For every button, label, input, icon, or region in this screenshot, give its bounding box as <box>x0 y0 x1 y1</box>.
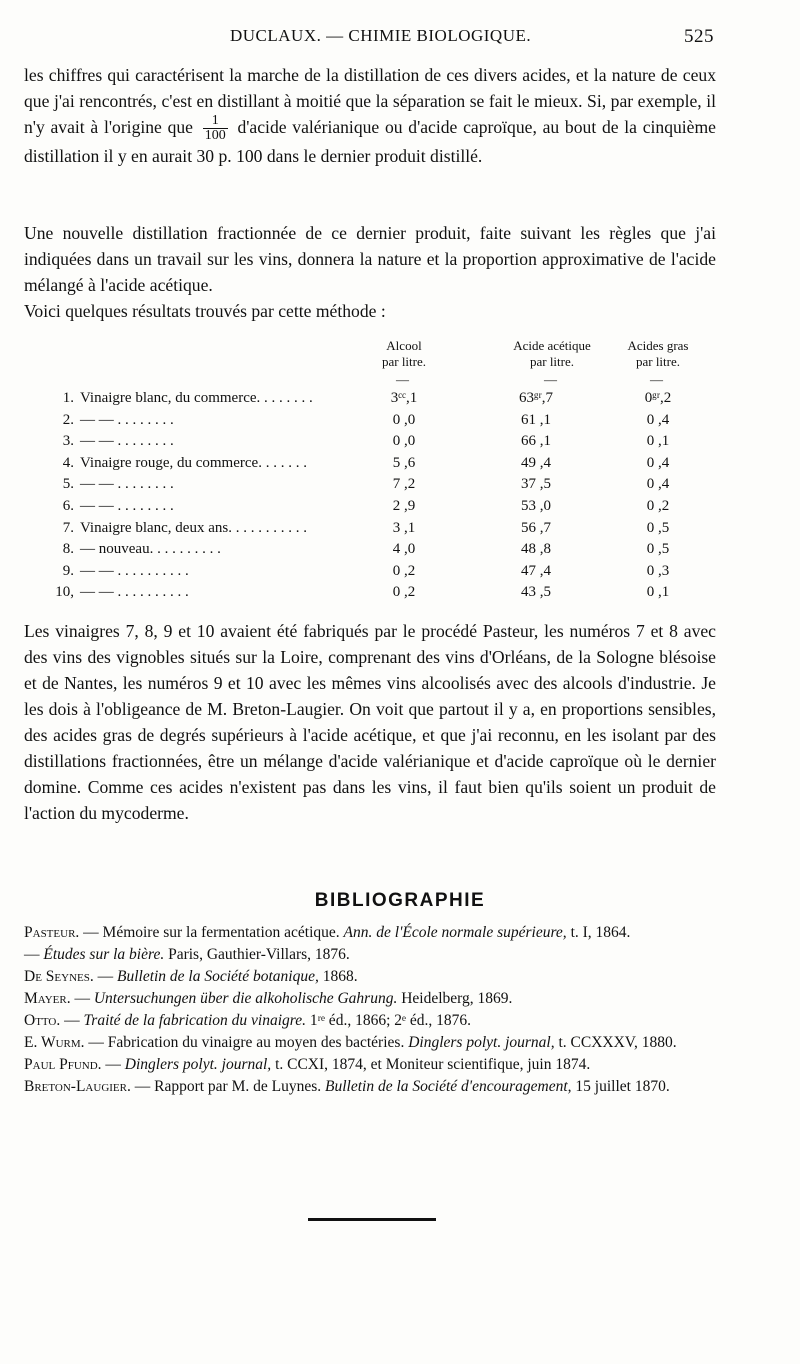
row-number: 6. <box>62 497 74 514</box>
cell-acide-acetique: 47 ,4 <box>521 562 551 579</box>
header-line: Acide acétique <box>513 338 591 353</box>
cell-acide-acetique: 43 ,5 <box>521 584 551 601</box>
bib-title: Études sur la bière. <box>43 946 165 963</box>
header-line: par litre. <box>529 354 575 369</box>
bib-text: — Fabrication du vinaigre au moyen des bactéries. <box>84 1034 409 1051</box>
row-label: Vinaigre blanc, deux ans. . . . . . . . . . . <box>80 519 307 536</box>
header-line: par litre. <box>635 354 681 369</box>
cell-acide-acetique: 61 ,1 <box>521 411 551 428</box>
bibliography-entry <box>24 1010 720 1032</box>
cell-alcool: 2 ,9 <box>392 497 416 514</box>
cell-alcool: 0 ,0 <box>392 411 416 428</box>
page-number: 525 <box>684 26 714 47</box>
cell-alcool: 0 ,0 <box>392 433 416 450</box>
column-header-acide-acetique <box>496 338 608 370</box>
bib-details: 15 juillet 1870. <box>571 1078 670 1095</box>
header-line: Acides gras <box>627 338 689 353</box>
cell-acides-gras: 0 ,4 <box>646 454 670 471</box>
table-row <box>24 563 724 585</box>
cell-acides-gras: 0 ,1 <box>646 433 670 450</box>
bib-text: — <box>101 1056 125 1073</box>
header-dash: — <box>544 372 557 387</box>
paragraph-results-intro: Voici quelques résultats trouvés par cette méthode : <box>24 301 386 321</box>
cell-acides-gras: 0 ,2 <box>646 497 670 514</box>
bibliography-entry <box>24 922 720 944</box>
bib-author: Breton-Laugier. <box>24 1078 131 1095</box>
bib-title: Ann. de l'École normale supérieure, <box>343 924 567 941</box>
bibliography-entry <box>24 944 720 966</box>
table-row <box>24 412 724 434</box>
paragraph-distillation <box>24 62 716 169</box>
end-rule <box>308 1218 436 1221</box>
cell-alcool: 7 ,2 <box>392 476 416 493</box>
row-label: — — . . . . . . . . . . <box>80 562 189 579</box>
table-row <box>24 520 724 542</box>
bib-author: Paul Pfund. <box>24 1056 102 1073</box>
bibliography-entry <box>24 1054 720 1076</box>
cell-acide-acetique: 56 ,7 <box>521 519 551 536</box>
bibliography-entry <box>24 1032 720 1054</box>
fraction-numerator: 1 <box>203 114 228 129</box>
cell-acides-gras: 0ᵍʳ,2 <box>644 390 672 406</box>
bib-details: Heidelberg, 1869. <box>397 990 513 1007</box>
table-row <box>24 584 724 606</box>
table-row <box>24 455 724 477</box>
row-number: 10, <box>55 584 74 601</box>
paragraph-new-distillation: Une nouvelle distillation fractionnée de ce dernier produit, faite suivant les règles que j'ai indiquées dans un travail sur les vins, donnera la nature et la proportion approximative de l'acide mélangé à l'acide acétique. <box>24 223 716 295</box>
cell-acide-acetique: 53 ,0 <box>521 497 551 514</box>
cell-acides-gras: 0 ,5 <box>646 519 670 536</box>
row-number: 2. <box>62 411 74 428</box>
cell-alcool: 4 ,0 <box>392 541 416 558</box>
bib-author: De Seynes. <box>24 968 94 985</box>
bib-title: Untersuchungen über die alkoholische Gahrung. <box>93 990 398 1007</box>
cell-acides-gras: 0 ,5 <box>646 541 670 558</box>
bib-title: Dinglers polyt. journal, <box>408 1034 555 1051</box>
header-dash: — <box>396 372 409 387</box>
paragraph-vinegar-origin: Les vinaigres 7, 8, 9 et 10 avaient été fabriqués par le procédé Pasteur, les numéros 7 et 8 avec des vins des vignobles situés sur la Loire, comprenant des vins d'Orléans, de la Sologne blésoise et de Nantes, les numéros 9 et 10 avec les mêmes vins alcoolisés avec des alcools d'industrie. Je les dois à l'obligeance de M. Breton-Laugier. On voit que partout il y a, en proportions sensibles, des acides gras de degrés supérieurs à l'acide acétique, et que j'ai reconnu, en les isolant par des distillations fractionnées, être un mélange d'acide valérianique et d'acide caproïque où le dernier domine. Comme ces acides n'existent pas dans les vins, il faut bien qu'ils soient un produit de l'action du mycoderme. <box>24 621 716 823</box>
row-number: 4. <box>62 454 74 471</box>
paragraph-text: les chiffres qui caractérisent la marche de la distillation de ces divers acides, et la nature de ceux que j'ai rencontrés, c'est en distillant à moitié que la séparation se fait le mieux. Si, par exemple, il n'y avait à l'origine que <box>24 65 716 137</box>
row-label: — — . . . . . . . . <box>80 433 174 450</box>
row-number: 1. <box>62 390 74 406</box>
bib-details: t. CCXXXV, 1880. <box>554 1034 677 1051</box>
cell-acide-acetique: 48 ,8 <box>521 541 551 558</box>
cell-alcool: 0 ,2 <box>392 584 416 601</box>
cell-acides-gras: 0 ,4 <box>646 411 670 428</box>
table-row <box>24 541 724 563</box>
bib-author: Mayer. <box>24 990 71 1007</box>
bib-text: — <box>24 946 44 963</box>
row-number: 3. <box>62 433 74 450</box>
row-number: 9. <box>62 562 74 579</box>
header-line: par litre. <box>381 354 427 369</box>
row-label: Vinaigre rouge, du commerce. . . . . . . <box>80 454 307 471</box>
bib-text: — <box>60 1012 84 1029</box>
bib-author: E. Wurm. <box>24 1034 85 1051</box>
table-row <box>24 390 724 412</box>
bib-title: Traité de la fabrication du vinaigre. <box>83 1012 306 1029</box>
bibliography-list <box>24 922 720 1098</box>
fraction <box>203 114 228 143</box>
fraction-denominator: 100 <box>204 128 226 144</box>
bib-author: Otto. <box>24 1012 61 1029</box>
cell-alcool: 3ᶜᶜ,1 <box>390 390 418 406</box>
bib-title: Bulletin de la Société botanique, <box>116 968 319 985</box>
bibliography-entry <box>24 1076 720 1098</box>
cell-acides-gras: 0 ,3 <box>646 562 670 579</box>
table-row <box>24 433 724 455</box>
bib-author: Pasteur. <box>24 924 80 941</box>
column-header-alcool <box>364 338 444 370</box>
row-label: — — . . . . . . . . <box>80 497 174 514</box>
bibliography-entry <box>24 988 720 1010</box>
row-label: — nouveau. . . . . . . . . . <box>80 541 221 558</box>
cell-acide-acetique: 49 ,4 <box>521 454 551 471</box>
bib-title: Bulletin de la Société d'encouragement, <box>325 1078 572 1095</box>
page-header <box>24 26 714 52</box>
row-label: — — . . . . . . . . . . <box>80 584 189 601</box>
paragraph-text: d'acide valérianique ou d'acide caproïque, au bout de la cinquième distillation il y en aurait 30 p. 100 dans le dernier produit distillé. <box>24 117 716 167</box>
cell-alcool: 5 ,6 <box>392 454 416 471</box>
bib-details: 1868. <box>318 968 358 985</box>
column-header-acides-gras <box>612 338 704 370</box>
bib-text: — <box>70 990 94 1007</box>
bib-text: — <box>93 968 117 985</box>
bibliography-title: BIBLIOGRAPHIE <box>314 890 486 911</box>
row-label: Vinaigre blanc, du commerce. . . . . . . . <box>80 390 313 406</box>
bib-title: Dinglers polyt. journal, <box>124 1056 272 1073</box>
cell-alcool: 0 ,2 <box>392 562 416 579</box>
table-row <box>24 498 724 520</box>
cell-acides-gras: 0 ,4 <box>646 476 670 493</box>
table-row <box>24 476 724 498</box>
cell-acide-acetique: 37 ,5 <box>521 476 551 493</box>
bib-details: 1ʳᵉ éd., 1866; 2ᵉ éd., 1876. <box>305 1012 471 1029</box>
bib-details: t. I, 1864. <box>566 924 631 941</box>
cell-acide-acetique: 66 ,1 <box>521 433 551 450</box>
header-dash: — <box>650 372 663 387</box>
header-line: Alcool <box>386 338 422 353</box>
row-label: — — . . . . . . . . <box>80 411 174 428</box>
row-number: 5. <box>62 476 74 493</box>
row-number: 7. <box>62 519 74 536</box>
bibliography-entry <box>24 966 720 988</box>
bib-details: t. CCXI, 1874, et Moniteur scientifique, juin 1874. <box>271 1056 591 1073</box>
cell-alcool: 3 ,1 <box>392 519 416 536</box>
cell-acides-gras: 0 ,1 <box>646 584 670 601</box>
bib-text: — Rapport par M. de Luynes. <box>130 1078 326 1095</box>
bib-text: — Mémoire sur la fermentation acétique. <box>79 924 344 941</box>
bib-details: Paris, Gauthier-Villars, 1876. <box>164 946 350 963</box>
row-label: — — . . . . . . . . <box>80 476 174 493</box>
row-number: 8. <box>62 541 74 558</box>
running-title: DUCLAUX. — CHIMIE BIOLOGIQUE. <box>230 26 532 45</box>
cell-acide-acetique: 63ᵍʳ,7 <box>518 390 554 406</box>
vinegar-results-table <box>24 390 724 606</box>
